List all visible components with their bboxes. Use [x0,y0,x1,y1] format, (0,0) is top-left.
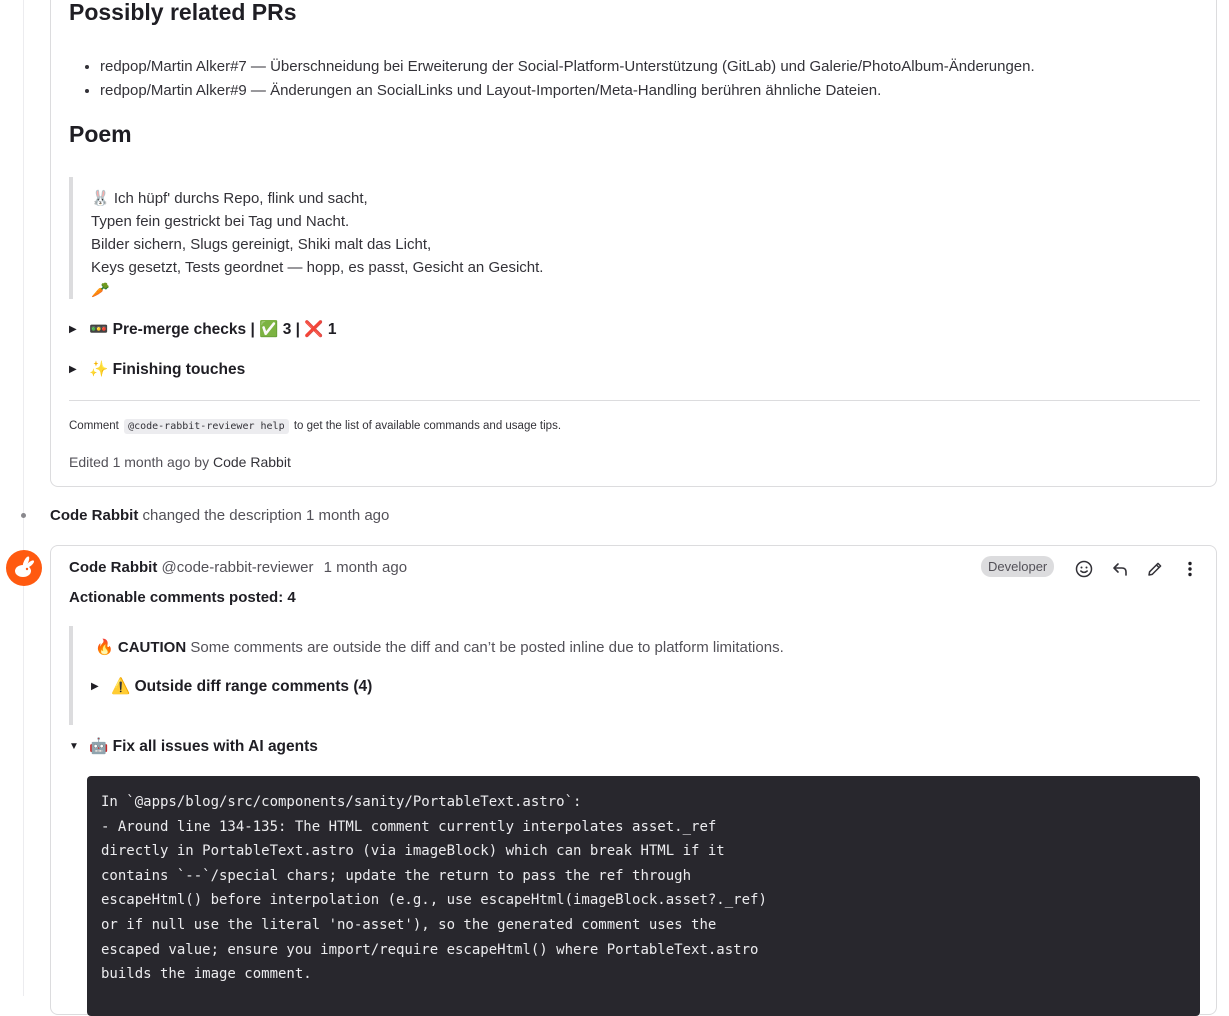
reply-icon[interactable] [1109,558,1131,580]
finishing-touches-toggle[interactable] [69,360,245,379]
system-note-text: changed the description 1 month ago [142,507,390,524]
fix-issues-label: 🤖 Fix all issues with AI agents [89,738,318,755]
comment-time[interactable]: 1 month ago [323,559,408,576]
fire-icon: 🔥 [95,639,114,656]
poem-heading: Poem [69,121,132,147]
ai-prompt-codeblock[interactable] [87,776,1200,1016]
system-note [50,507,389,524]
edited-author-link[interactable]: Code Rabbit [213,454,291,470]
actionable-count: Actionable comments posted: 4 [69,589,296,606]
help-suffix: to get the list of available commands and usage tips. [293,420,562,432]
code-line: escaped value; ensure you import/require escapeHtml() where PortableText.astro [101,941,759,958]
related-pr-item: • redpop/Martin Alker#7 — Überschneidung bei Erweiterung der Social-Platform-Unterstützung (GitLab) und Galerie/PhotoAlbum-Änderungen. [100,55,1199,79]
poem-line: Typen fein gestrickt bei Tag und Nacht. [91,213,350,230]
system-note-author[interactable]: Code Rabbit [50,507,139,524]
pencil-icon[interactable] [1144,558,1166,580]
edited-prefix: Edited 1 month ago by [69,454,210,470]
help-note [69,420,561,432]
caution-label: CAUTION [117,639,187,656]
code-line: escapeHtml() before interpolation (e.g., use escapeHtml(imageBlock.asset?._ref) [101,892,767,909]
poem-line: Keys gesetzt, Tests geordnet — hopp, es passt, Gesicht an Gesicht. [91,259,544,276]
collapsed-triangle-icon: ▶ [69,364,77,375]
caution-blockquote [69,626,1200,725]
help-command: @code-rabbit-reviewer help [124,419,289,434]
role-badge: Developer [981,556,1054,577]
related-prs-list [69,55,1199,103]
code-line: contains `--`/special chars; update the return to pass the ref through [101,867,692,884]
comment-handle[interactable]: @code-rabbit-reviewer [161,559,314,576]
outside-diff-toggle[interactable] [91,677,372,696]
related-pr-item: • redpop/Martin Alker#9 — Änderungen an SocialLinks und Layout-Importen/Meta-Handling berühren ähnliche Dateien. [100,79,1199,103]
expanded-triangle-icon: ▼ [69,741,79,752]
smiley-icon[interactable] [1073,558,1095,580]
timeline-line [23,0,24,996]
code-line: - Around line 134-135: The HTML comment currently interpolates asset._ref [101,818,717,835]
description-card [50,0,1217,487]
comment-author[interactable]: Code Rabbit [69,559,158,576]
kebab-icon[interactable] [1179,558,1201,580]
poem-line: Bilder sichern, Slugs gereinigt, Shiki malt das Licht, [91,236,432,253]
code-line: directly in PortableText.astro (via imageBlock) which can break HTML if it [101,843,725,860]
caution-text: Some comments are outside the diff and can’t be posted inline due to platform limitations. [190,639,784,656]
fix-issues-toggle[interactable] [69,737,318,756]
divider [69,400,1200,401]
related-prs-heading: Possibly related PRs [69,0,297,25]
collapsed-triangle-icon: ▶ [91,681,99,692]
premerge-checks-toggle[interactable] [69,320,337,339]
premerge-checks-label: 🚥 Pre-merge checks | ✅ 3 | ❌ 1 [89,321,337,338]
help-prefix: Comment [69,420,119,432]
outside-diff-label: ⚠️ Outside diff range comments (4) [111,678,373,695]
poem-blockquote [69,177,769,299]
code-line: builds the image comment. [101,966,312,983]
comment-header [69,559,407,576]
review-comment-card [50,545,1217,1015]
system-note-dot [21,513,26,518]
poem-line: 🐰 Ich hüpf' durchs Repo, flink und sacht, [91,190,368,207]
finishing-touches-label: ✨ Finishing touches [89,361,246,378]
code-line: In `@apps/blog/src/components/sanity/PortableText.astro`: [101,794,582,810]
code-line: or if null use the literal 'no-asset'), so the generated comment uses the [101,916,717,933]
rabbit-logo-icon[interactable] [6,550,42,586]
poem-line: 🥕 [91,282,110,299]
collapsed-triangle-icon: ▶ [69,324,77,335]
edited-note [69,454,291,470]
caution-line [95,638,784,656]
